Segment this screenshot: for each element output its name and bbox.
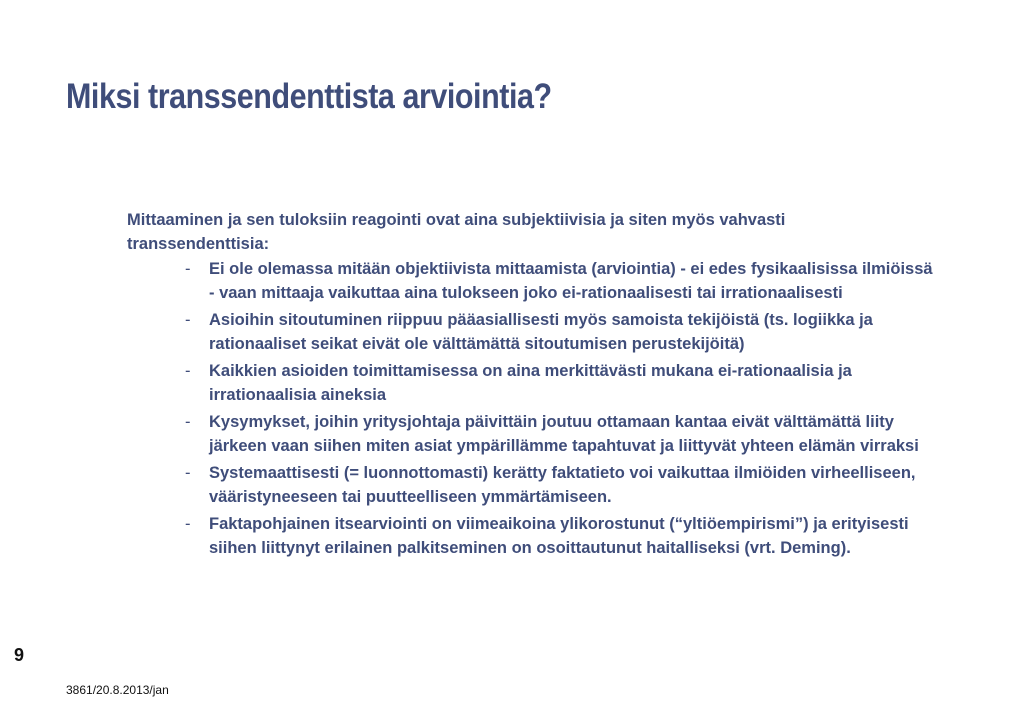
bullet-text: Kysymykset, joihin yritysjohtaja päivittäin joutuu ottamaan kantaa eivät välttämättä liity järkeen vaan siihen miten asiat ympärillämme tapahtuvat ja liittyvät yhteen elämän virraksi bbox=[209, 413, 919, 455]
footer-code: 3861/20.8.2013/jan bbox=[66, 683, 169, 697]
bullet-dash: - bbox=[185, 260, 191, 278]
bullet-dash: - bbox=[185, 362, 191, 380]
bullet-list bbox=[127, 258, 937, 560]
bullet-item bbox=[185, 309, 937, 356]
bullet-dash: - bbox=[185, 311, 191, 329]
slide-body bbox=[127, 209, 937, 564]
intro-text: Mittaaminen ja sen tuloksiin reagointi ovat aina subjektiivisia ja siten myös vahvasti transsendenttisia: bbox=[127, 211, 786, 253]
bullet-text: Asioihin sitoutuminen riippuu pääasiallisesti myös samoista tekijöistä (ts. logiikka ja rationaaliset seikat eivät ole välttämättä sitoutumisen perustekijöitä) bbox=[209, 311, 873, 353]
bullet-text: Ei ole olemassa mitään objektiivista mittaamista (arviointia) - ei edes fysikaalisissa ilmiöissä - vaan mittaaja vaikuttaa aina tulokseen joko ei-rationaalisesti tai irrationaalisesti bbox=[209, 260, 933, 302]
bullet-text: Systemaattisesti (= luonnottomasti) kerätty faktatieto voi vaikuttaa ilmiöiden virheelliseen, vääristyneeseen tai puutteelliseen ymmärtämiseen. bbox=[209, 464, 916, 506]
bullet-item bbox=[185, 360, 937, 407]
slide-title: Miksi transsendenttista arviointia? bbox=[66, 77, 552, 116]
bullet-item bbox=[185, 411, 937, 458]
bullet-item bbox=[185, 462, 937, 509]
bullet-text: Kaikkien asioiden toimittamisessa on aina merkittävästi mukana ei-rationaalisia ja irrationaalisia aineksia bbox=[209, 362, 852, 404]
page-number: 9 bbox=[14, 645, 25, 665]
bullet-item bbox=[185, 513, 937, 560]
bullet-dash: - bbox=[185, 413, 191, 431]
bullet-text: Faktapohjainen itsearviointi on viimeaikoina ylikorostunut (“yltiöempirismi”) ja erityisesti siihen liittynyt erilainen palkitseminen on osoittautunut haitalliseksi (vrt. Deming). bbox=[209, 515, 909, 557]
bullet-dash: - bbox=[185, 515, 191, 533]
bullet-dash: - bbox=[185, 464, 191, 482]
bullet-item bbox=[185, 258, 937, 305]
